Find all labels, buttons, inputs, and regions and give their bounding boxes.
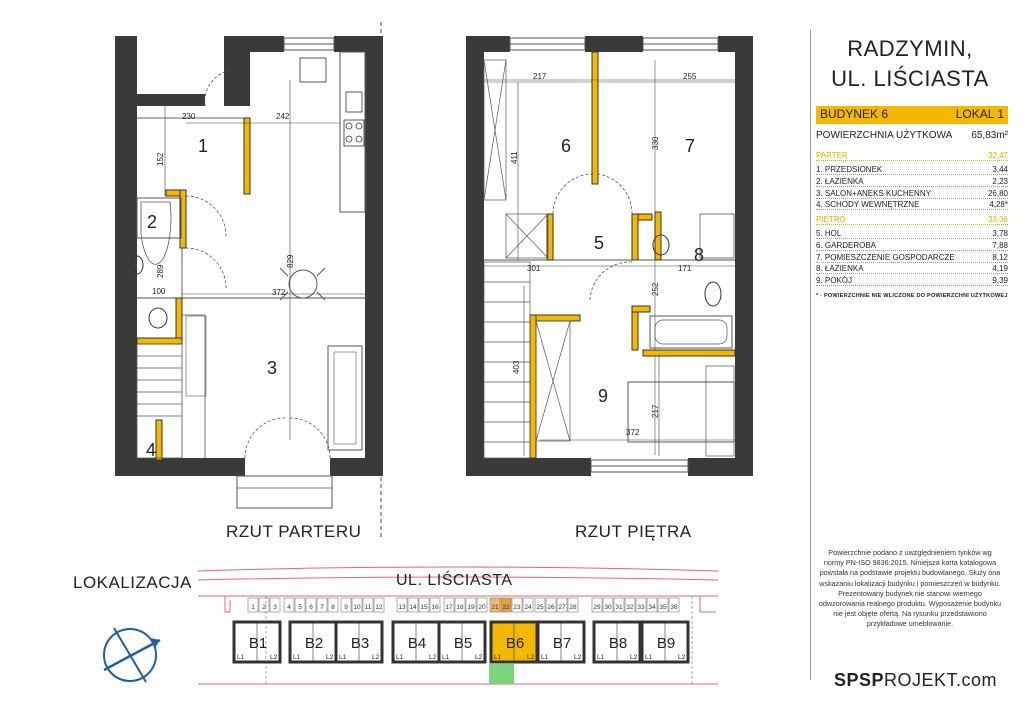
unit-sub-label: L1 (442, 654, 450, 661)
room-row (816, 264, 1008, 274)
wall (466, 458, 591, 476)
room-row (816, 241, 1008, 251)
upper-section-row (816, 215, 1008, 225)
highlight-parcel (489, 664, 514, 684)
lot-number: 30 (604, 604, 612, 611)
room-area: 9,39 (992, 276, 1008, 286)
room-number: 4 (146, 440, 157, 460)
lot-number: 3 (273, 604, 277, 611)
ground-section-row (816, 151, 1008, 161)
lot-number: 23 (513, 604, 521, 611)
room-name: 5. HOL (816, 229, 842, 238)
building-label: BUDYNEK 6 (820, 107, 889, 121)
total-area-label: POWIERZCHNIA UŻYTKOWA (816, 130, 953, 141)
lot-number: 5 (298, 604, 302, 611)
building-label: B8 (608, 635, 628, 652)
footnote: * - POWIERZCHNIE NIE WLICZONE DO POWIERZCHNI UŻYTKOWEJ (816, 293, 1008, 299)
dimension-label: 252 (651, 282, 660, 296)
street-address: UL. LIŚCIASTA (831, 66, 989, 91)
wall (115, 458, 245, 476)
wall (334, 36, 383, 52)
lot-number: 10 (353, 604, 361, 611)
info-panel (812, 30, 1008, 700)
lot-number: 18 (456, 604, 464, 611)
unit-sub-label: L1 (645, 654, 653, 661)
lot-number: 32 (626, 604, 634, 611)
lot-number: 25 (536, 604, 544, 611)
dimension-label: 242 (276, 112, 290, 121)
remark-line: wskazaniu lokalizacji budynku i pomieszczeń w budynku. (819, 578, 1001, 588)
road-line (198, 567, 718, 571)
room-area: 4,28* (989, 200, 1008, 210)
building-label: B7 (552, 635, 572, 652)
remark-line: nie jest objęte ofertą. Na rysunku przedstawiono (833, 609, 987, 619)
wall (250, 36, 284, 52)
lot-number: 12 (375, 604, 383, 611)
partition-wall (137, 338, 182, 344)
remark-line: przykładowe umeblowanie. (866, 619, 954, 629)
wall (585, 36, 643, 52)
ground-section-total: 32,47 (987, 151, 1008, 160)
unit-sub-label: L1 (541, 654, 549, 661)
building-label: B2 (304, 635, 324, 652)
location-title: LOKALIZACJA (73, 573, 192, 592)
remark-line: Prezentowany budynek nie stanowi wiernego (838, 588, 982, 598)
building-label: B4 (407, 635, 427, 652)
unit-sub-label: L2 (429, 654, 437, 661)
room-area: 7,88 (992, 240, 1008, 250)
wall (330, 458, 383, 476)
unit-sub-label: L1 (339, 654, 347, 661)
lot-number: 27 (558, 604, 566, 611)
dimension-label: 255 (683, 72, 697, 81)
lot-number: 22 (502, 604, 510, 611)
partition-wall (643, 350, 735, 356)
dimension-label: 403 (512, 360, 521, 374)
lot-number: 15 (420, 604, 428, 611)
partition-wall (592, 52, 598, 184)
dimension-label: 330 (651, 136, 660, 150)
wall (735, 36, 753, 476)
lot-number: 36 (670, 604, 678, 611)
room-row (816, 200, 1008, 210)
lot-numbers (248, 598, 679, 612)
lot-number: 28 (569, 604, 577, 611)
unit-sub-label: L1 (237, 654, 245, 661)
lot-number: 24 (524, 604, 532, 611)
wall (718, 36, 753, 52)
room-number: 1 (198, 136, 209, 156)
wall (688, 458, 753, 476)
room-name: 2. ŁAZIENKA (816, 176, 864, 186)
partition-wall (530, 315, 580, 321)
lot-number: 13 (398, 604, 406, 611)
dimension-label: 152 (156, 152, 165, 166)
wall (466, 36, 510, 52)
room-number: 5 (594, 233, 605, 253)
building-label: B6 (505, 635, 525, 652)
upper-plan-title: RZUT PIĘTRA (575, 522, 692, 541)
lot-number: 21 (491, 604, 499, 611)
room-number: 6 (561, 136, 572, 156)
room-row (816, 253, 1008, 263)
dimension-label: 100 (152, 287, 166, 296)
logo-part2: ROJEKT.com (884, 670, 998, 690)
partition-wall (530, 315, 536, 458)
logo (834, 670, 997, 691)
logo-part1: SPSP (834, 670, 885, 690)
room-area: 2,23 (992, 176, 1008, 186)
wall (466, 36, 484, 476)
room-number: 2 (147, 212, 158, 232)
building-label: B5 (453, 635, 473, 652)
unit-sub-label: L2 (574, 654, 582, 661)
unit-sub-label: L1 (396, 654, 404, 661)
street-name: UL. LIŚCIASTA (396, 572, 513, 589)
lot-number: 20 (478, 604, 486, 611)
remark-line: normy PN-ISO 9836:2015. Niniejsza karta katalogowa (823, 558, 997, 568)
dimension-label: 372 (272, 288, 286, 297)
unit-sub-label: L1 (597, 654, 605, 661)
dimension-label: 171 (678, 264, 692, 273)
room-area: 4,19 (992, 264, 1008, 274)
unit-sub-label: L2 (527, 654, 535, 661)
lot-number: 16 (431, 604, 439, 611)
remark-line: Powierzchnie podano z uwzględnieniem tynków wg (828, 548, 992, 557)
unit-sub-label: L2 (326, 654, 334, 661)
dimension-label: 372 (626, 428, 640, 437)
ground-floor-plan (115, 22, 383, 540)
lot-number: 1 (251, 604, 255, 611)
total-area-row (816, 130, 1008, 141)
divider (810, 30, 811, 680)
dimension-label: 289 (156, 264, 165, 278)
wall (115, 36, 137, 476)
unit-sub-label: L2 (678, 654, 686, 661)
compass-icon (104, 628, 160, 682)
lot-number: 33 (637, 604, 645, 611)
upper-section-label: PIĘTRO (816, 215, 846, 224)
dimension-label: 411 (510, 151, 519, 164)
ground-section-label: PARTER (816, 151, 848, 160)
room-row (816, 177, 1008, 187)
lot-number: 4 (287, 604, 291, 611)
room-row (816, 229, 1008, 239)
room-row (816, 165, 1008, 175)
lot-number: 7 (320, 604, 324, 611)
dimension-label: 829 (286, 254, 295, 268)
room-row (816, 276, 1008, 286)
lot-number: 9 (344, 604, 348, 611)
dimension-label: 217 (533, 72, 547, 81)
partition-wall (632, 306, 638, 350)
partition-wall (632, 306, 650, 312)
remarks (812, 548, 1008, 630)
lot-number: 2 (262, 604, 266, 611)
building-label: B9 (656, 635, 676, 652)
room-area: 26,80 (987, 188, 1008, 198)
room-name: 1. PRZEDSIONEK (816, 165, 883, 174)
partition-wall (156, 420, 162, 460)
unit-sub-label: L2 (270, 654, 278, 661)
unit-header (816, 106, 1008, 124)
unit-sub-label: L2 (630, 654, 638, 661)
room-area: 3,44 (992, 165, 1008, 174)
room-name: 9. POKÓJ (816, 276, 853, 286)
wall (137, 94, 205, 106)
remark-line: powstała na podstawie projektu budowlanego. Służy ona (819, 568, 1001, 578)
lot-number: 8 (331, 604, 335, 611)
lot-number: 14 (409, 604, 417, 611)
unit-sub-label: L2 (475, 654, 483, 661)
buildings (234, 622, 688, 662)
upper-floor-plan (466, 36, 753, 476)
building-label: B1 (248, 635, 268, 652)
room-area: 3,78 (992, 229, 1008, 238)
room-row (816, 189, 1008, 199)
city-name: RADZYMIN, (847, 36, 973, 61)
lot-number: 11 (364, 604, 372, 611)
room-name: 3. SALON+ANEKS KUCHENNY (816, 188, 931, 198)
dimension-label: 301 (527, 264, 541, 273)
lot-number: 29 (593, 604, 601, 611)
room-name: 4. SCHODY WEWNĘTRZNE (816, 200, 920, 210)
lot-number: 17 (445, 604, 453, 611)
partition-wall (244, 118, 250, 194)
partition-wall (176, 298, 182, 338)
unit-label: LOKAL 1 (955, 107, 1004, 121)
dimension-label: 217 (651, 404, 660, 418)
unit-sub-label: L2 (372, 654, 380, 661)
lot-number: 19 (467, 604, 475, 611)
total-area-value: 65,83m² (971, 130, 1008, 141)
room-name: 8. ŁAZIENKA (816, 264, 864, 274)
room-name: 6. GARDEROBA (816, 240, 877, 250)
room-name: 7. POMIESZCZENIE GOSPODARCZE (816, 252, 955, 262)
unit-sub-label: L1 (494, 654, 502, 661)
room-number: 8 (694, 245, 705, 265)
ground-plan-title: RZUT PARTERU (226, 522, 362, 541)
lot-number: 31 (615, 604, 623, 611)
lot-number: 35 (659, 604, 667, 611)
remark-line: odwzorowania realnego produktu. Wyposażenie budynku (818, 599, 1002, 609)
partition-wall (632, 214, 638, 260)
lot-number: 26 (547, 604, 555, 611)
room-number: 7 (685, 136, 696, 156)
lot-number: 6 (309, 604, 313, 611)
wall (365, 36, 383, 476)
room-number: 9 (598, 386, 609, 406)
room-number: 3 (267, 358, 278, 378)
dimension-label: 230 (182, 112, 196, 121)
room-area: 8,12 (992, 252, 1008, 262)
unit-sub-label: L1 (293, 654, 301, 661)
lot-number: 34 (648, 604, 656, 611)
building-label: B3 (350, 635, 370, 652)
wall (115, 36, 132, 50)
upper-section-total: 33,36 (987, 215, 1008, 224)
